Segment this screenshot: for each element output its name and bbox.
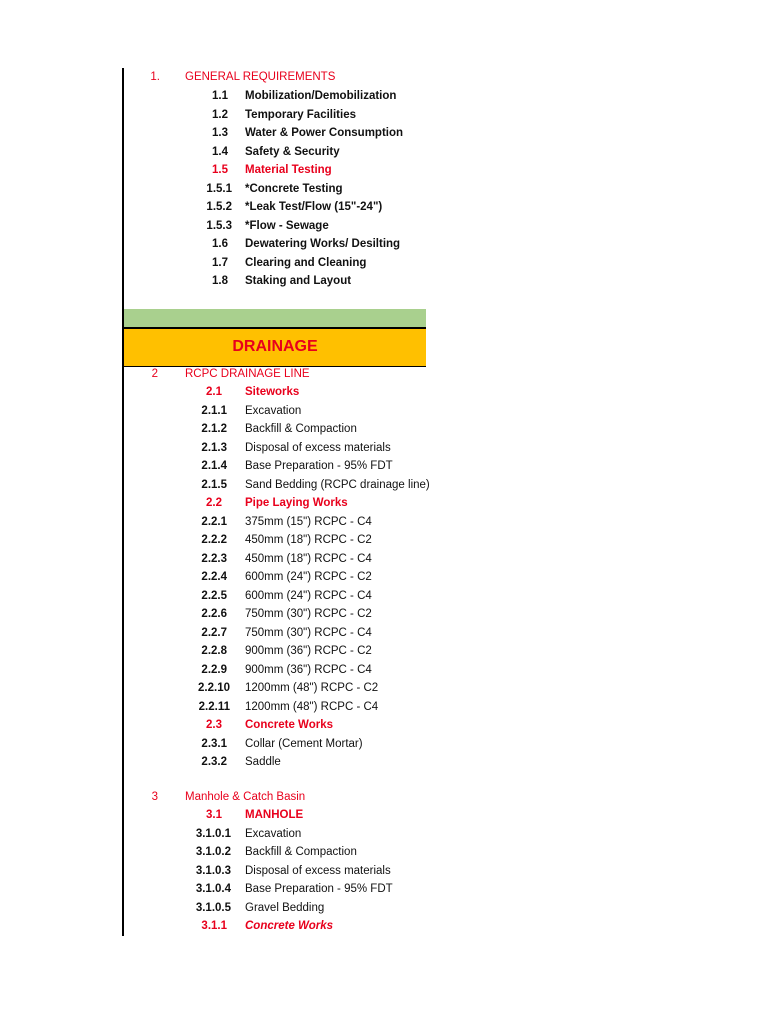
item-label: Disposal of excess materials	[245, 864, 391, 877]
item-number: 2.1.1	[201, 404, 227, 417]
item-label: *Concrete Testing	[245, 182, 343, 195]
item-number: 2.2.7	[201, 626, 227, 639]
item-label: Base Preparation - 95% FDT	[245, 460, 393, 472]
item-label: Mobilization/Demobilization	[245, 90, 397, 102]
item-label: Clearing and Cleaning	[245, 256, 367, 269]
item-number: 2.1	[206, 386, 222, 398]
item-label: 600mm (24") RCPC - C4	[245, 589, 372, 602]
item-label: Staking and Layout	[245, 275, 352, 287]
item-number: 2.2.2	[201, 534, 227, 546]
item-number: 1.5.2	[206, 201, 232, 213]
item-label: Disposal of excess materials	[245, 441, 391, 454]
item-number: 1.3	[212, 127, 228, 139]
item-label: Sand Bedding (RCPC drainage line)	[245, 478, 430, 491]
section-title: Manhole & Catch Basin	[185, 791, 306, 803]
item-number: 3.1.0.1	[195, 827, 231, 840]
section-title: GENERAL REQUIREMENTS	[185, 71, 336, 83]
item-number: 3.1.0.4	[195, 883, 231, 895]
item-label: 1200mm (48") RCPC - C4	[245, 700, 379, 713]
item-number: 2.3.2	[201, 756, 227, 768]
section-number: 2	[151, 368, 158, 380]
item-label: Gravel Bedding	[245, 901, 325, 914]
item-number: 1.4	[212, 145, 228, 158]
item-label: *Leak Test/Flow (15"-24")	[245, 201, 383, 213]
item-number: 1.7	[212, 256, 228, 269]
item-label: *Flow - Sewage	[245, 219, 329, 232]
item-label: Temporary Facilities	[245, 108, 356, 121]
item-label: Saddle	[245, 756, 281, 768]
item-label: Material Testing	[245, 164, 332, 176]
item-label: 450mm (18") RCPC - C4	[245, 552, 372, 565]
item-label: Water & Power Consumption	[245, 127, 404, 139]
section-number: 3	[151, 791, 158, 803]
item-number: 2.2.10	[198, 682, 230, 694]
item-label: Pipe Laying Works	[245, 497, 348, 509]
section-number: 1.	[150, 71, 160, 83]
item-number: 2.2.5	[201, 589, 227, 602]
item-label: Siteworks	[245, 386, 300, 398]
item-number: 1.5.1	[206, 182, 232, 195]
item-number: 1.5.3	[206, 219, 232, 232]
item-number: 1.1	[212, 90, 228, 102]
item-number: 1.5	[212, 164, 228, 176]
item-number: 3.1.0.3	[195, 864, 231, 877]
item-number: 2.1.4	[201, 460, 227, 472]
item-number: 2.2.3	[201, 552, 227, 565]
item-number: 1.8	[212, 275, 228, 287]
item-number: 3.1.0.5	[195, 901, 231, 914]
item-number: 3.1.0.2	[195, 846, 231, 858]
item-label: Excavation	[245, 404, 302, 417]
item-number: 2.1.5	[201, 478, 227, 491]
item-number: 2.2.6	[201, 608, 227, 620]
item-label: 900mm (36") RCPC - C4	[245, 663, 372, 676]
item-number: 2.2.1	[201, 515, 227, 528]
item-label: Base Preparation - 95% FDT	[245, 883, 393, 895]
item-label: 450mm (18") RCPC - C2	[245, 534, 372, 546]
item-number: 2.2	[206, 497, 222, 509]
item-number: 2.2.11	[198, 700, 230, 713]
green-separator-band	[124, 309, 426, 327]
item-label: 1200mm (48") RCPC - C2	[245, 682, 379, 694]
item-label: 750mm (30") RCPC - C4	[245, 626, 372, 639]
item-number: 2.2.9	[201, 663, 227, 676]
item-number: 2.2.4	[201, 571, 227, 583]
item-number: 2.1.3	[201, 441, 227, 454]
item-label: Collar (Cement Mortar)	[245, 737, 363, 750]
item-label: MANHOLE	[245, 809, 304, 821]
item-label: Dewatering Works/ Desilting	[245, 238, 401, 250]
item-label: Backfill & Compaction	[245, 846, 357, 858]
item-number: 3.1	[206, 809, 222, 821]
drainage-banner: DRAINAGE	[124, 329, 426, 367]
item-label: Excavation	[245, 827, 302, 840]
item-label: 600mm (24") RCPC - C2	[245, 571, 372, 583]
item-label: Backfill & Compaction	[245, 423, 357, 435]
item-number: 2.3	[206, 719, 222, 731]
item-label: Concrete Works	[245, 719, 333, 731]
item-label: Safety & Security	[245, 145, 340, 158]
item-number: 1.6	[212, 238, 228, 250]
item-number: 2.1.2	[201, 423, 227, 435]
item-label: Concrete Works	[245, 920, 333, 932]
item-number: 1.2	[212, 108, 228, 121]
item-number: 2.3.1	[201, 737, 227, 750]
item-label: 750mm (30") RCPC - C2	[245, 608, 372, 620]
item-label: 375mm (15") RCPC - C4	[245, 515, 372, 528]
item-label: 900mm (36") RCPC - C2	[245, 645, 372, 657]
item-number: 3.1.1	[201, 920, 227, 932]
item-number: 2.2.8	[201, 645, 227, 657]
section-title: RCPC DRAINAGE LINE	[185, 368, 310, 380]
